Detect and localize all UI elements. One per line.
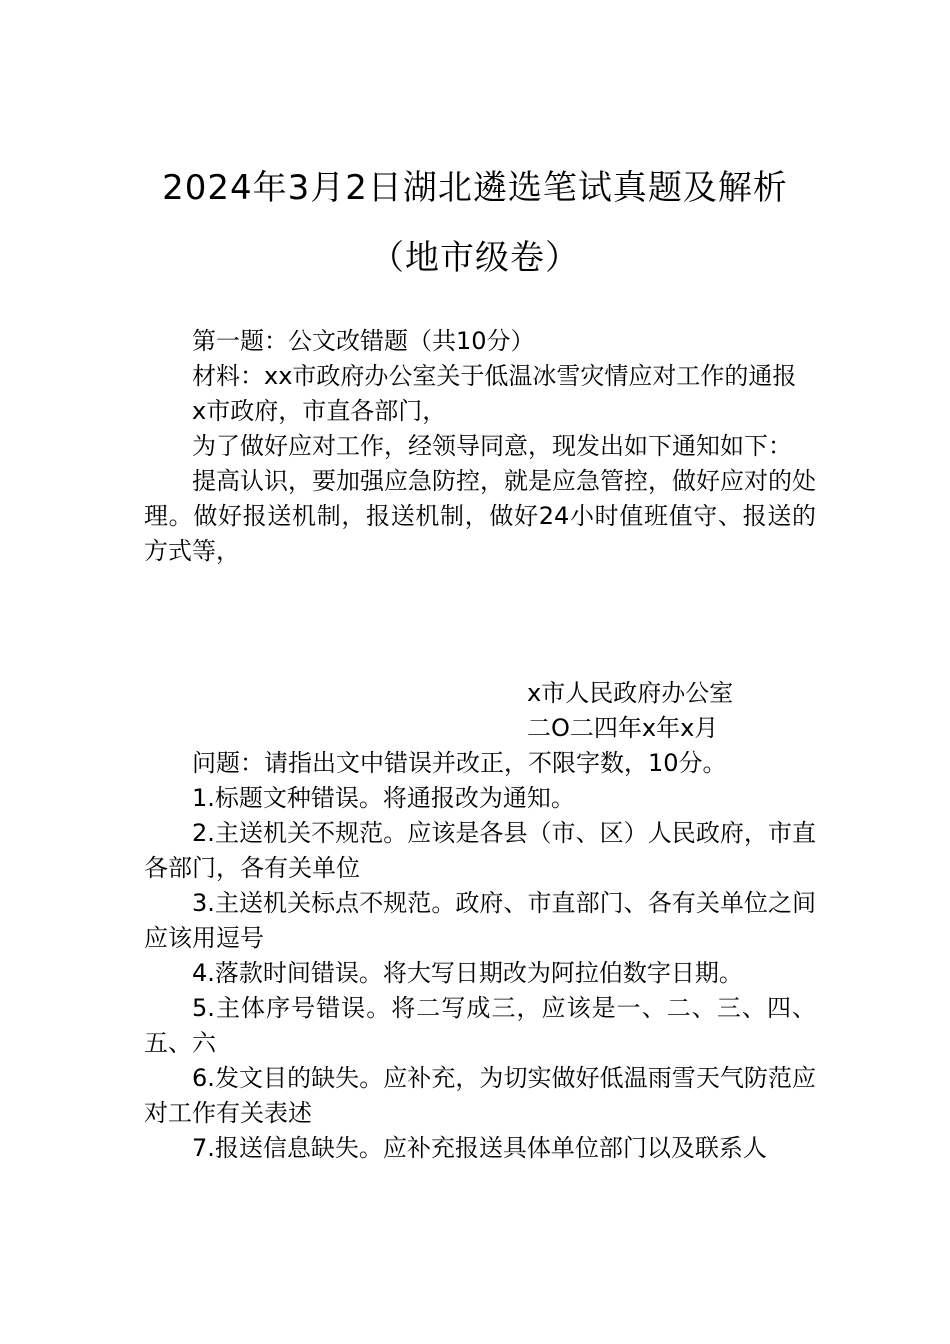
document-body xyxy=(144,324,816,1166)
material-label: 材料：xx市政府办公室关于低温冰雪灾情应对工作的通报 xyxy=(192,362,797,390)
section-heading: 第一题：公文改错题（共10分） xyxy=(192,327,535,355)
answer-item: 5.主体序号错误。将二写成三，应该是一、二、三、四、五、六 xyxy=(144,994,816,1057)
blank-space xyxy=(144,569,816,676)
document-subtitle: （地市级卷） xyxy=(370,238,580,278)
answer-item: 7.报送信息缺失。应补充报送具体单位部门以及联系人 xyxy=(192,1134,767,1162)
question-line: 问题：请指出文中错误并改正，不限字数，10分。 xyxy=(192,749,727,777)
document-title: 2024年3月2日湖北遴选笔试真题及解析 xyxy=(162,168,788,208)
answer-item: 2.主送机关不规范。应该是各县（市、区）人民政府，市直各部门，各有关单位 xyxy=(144,819,816,882)
intro-paragraph: 为了做好应对工作，经领导同意，现发出如下通知如下： xyxy=(192,432,792,460)
answer-item: 6.发文目的缺失。应补充，为切实做好低温雨雪天气防范应对工作有关表述 xyxy=(144,1064,816,1127)
signature-org: x市人民政府办公室 xyxy=(527,679,734,707)
signature-date: 二O二四年x年x月 xyxy=(527,714,719,742)
addressee-line: x市政府，市直各部门， xyxy=(192,397,447,425)
answer-item: 3.主送机关标点不规范。政府、市直部门、各有关单位之间应该用逗号 xyxy=(144,889,816,952)
answer-item: 1.标题文种错误。将通报改为通知。 xyxy=(192,784,575,812)
answer-item: 4.落款时间错误。将大写日期改为阿拉伯数字日期。 xyxy=(192,959,743,987)
body-paragraph: 提高认识，要加强应急防控，就是应急管控，做好应对的处理。做好报送机制，报送机制，做好24小时值班值守、报送的方式等， xyxy=(144,467,816,565)
